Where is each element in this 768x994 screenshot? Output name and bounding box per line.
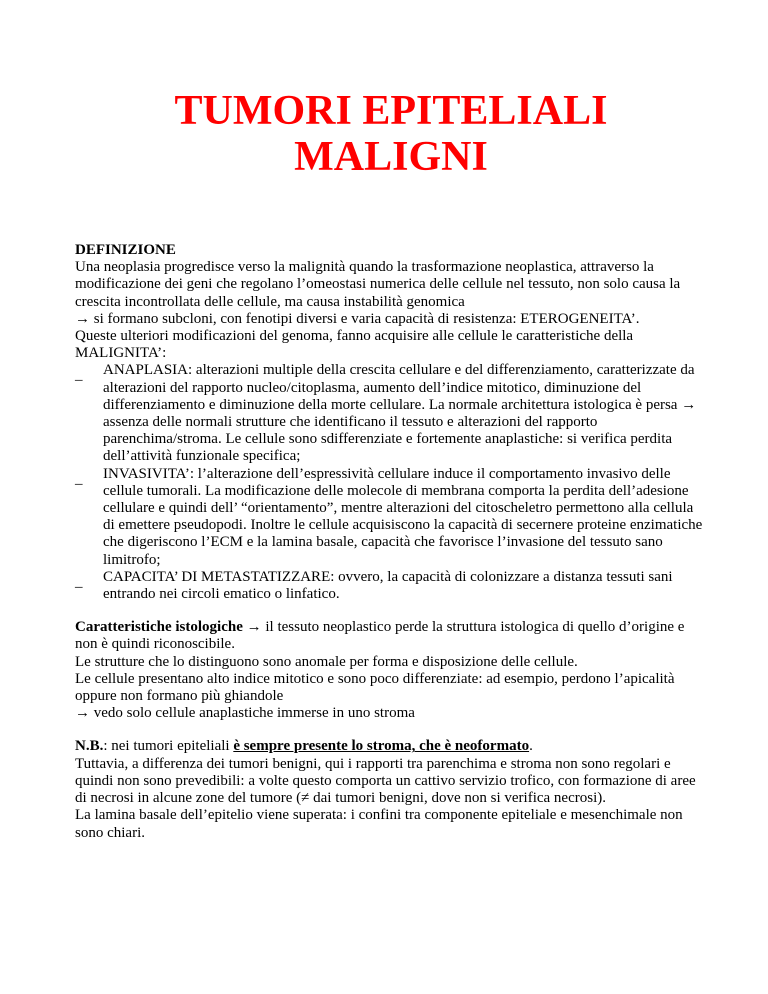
histology-text-2: Le strutture che lo distinguono sono anomale per forma e disposizione delle cellule. (75, 653, 578, 670)
histology-text-3: Le cellule presentano alto indice mitotico e sono poco differenziate: ad esempio, perdono l’apicalità oppure non formano più ghiandole (75, 670, 675, 705)
histology-arrow: → (242, 619, 266, 636)
document-page (75, 88, 707, 842)
definition-heading: DEFINIZIONE (75, 242, 176, 258)
bullet-dash: _ (75, 470, 83, 487)
note-emphasis: è sempre presente lo stroma, che è neoformato (233, 738, 530, 755)
histology-text-1: il tessuto neoplastico perde la struttura istologica di quello d’origine e non è quindi riconoscibile. (75, 619, 685, 653)
note-text-2: La lamina basale dell’epitelio viene superata: i confini tra componente epiteliale e mesenchimale non sono chiari. (75, 807, 683, 841)
list-item-invasivita (75, 466, 707, 569)
note-text-1: Tuttavia, a differenza dei tumori benigni, qui i rapporti tra parenchima e stroma non sono regolari e quindi non sono prevedibili: a volte questo comporta un cattivo servizio trofico, con formazione di aree di necrosi in alcune zone del tumore (≠ dai tumori benigni, dove non si verifica necrosi). (75, 755, 696, 807)
list-item-text: INVASIVITA’: l’alterazione dell’espressività cellulare induce il comportamento invasivo delle cellule tumorali. La modificazione delle molecole di membrana comporta la perdita dell’adesione cellulare e quindi dell’ “orientamento”, mentre alterazioni del citoscheletro permettono alla cellula di emettere pseudopodi. Inoltre le cellule acquisiscono la capacità di secernere proteine enzimatiche che digeriscono l’ECM e la lamina basale, capacità che favorisce l’invasione del tessuto sano limitrofo; (103, 465, 703, 568)
title-line-1: TUMORI EPITELIALI (174, 88, 608, 134)
note-label: N.B. (75, 738, 104, 755)
spacer (75, 603, 707, 619)
histology-paragraph (75, 619, 707, 653)
list-item-text: CAPACITA’ DI METASTATIZZARE: ovvero, la capacità di colonizzare a distanza tessuti sani entrando nei circoli ematico o linfatico. (103, 568, 673, 603)
title-line-2: MALIGNI (294, 134, 488, 180)
note-end: . (529, 738, 533, 755)
malignancy-list (75, 362, 707, 603)
definition-further: Queste ulteriori modificazioni del genoma, fanno acquisire alle cellule le caratteristiche della MALIGNITA’: (75, 328, 634, 362)
document-body (75, 242, 707, 842)
note-paragraph (75, 738, 707, 755)
note-lead: : nei tumori epiteliali (103, 738, 234, 755)
list-item-text: ANAPLASIA: alterazioni multiple della crescita cellulare e del differenziamento, caratterizzate da alterazioni del rapporto nucleo/citoplasma, aumento dell’indice mitotico, diminuzione del differenziamento e diminuzione della morte cellulare. La normale architettura istologica è persa → assenza delle normali strutture che identificano il tessuto e alterazioni del rapporto parenchima/stroma. Le cellule sono sdifferenziate e fortemente anaplastiche: si verifica perdita dell’attività funzionale specifica; (103, 362, 697, 465)
list-item-metastasi (75, 569, 707, 603)
spacer (75, 722, 707, 738)
definition-intro: Una neoplasia progredisce verso la malignità quando la trasformazione neoplastica, attraverso la modificazione dei geni che regolano l’omeostasi numerica delle cellule nel tessuto, non solo causa la crescita incontrollata delle cellule, ma causa instabilità genomica (75, 259, 681, 310)
list-item-anaplasia (75, 362, 707, 465)
histology-text-4: → vedo solo cellule anaplastiche immerse in uno stroma (75, 705, 415, 722)
document-title (75, 88, 707, 180)
bullet-dash: _ (75, 367, 83, 384)
histology-label: Caratteristiche istologiche (75, 619, 243, 636)
definition-arrow-line: → si formano subcloni, con fenotipi diversi e varia capacità di resistenza: ETEROGENEITA’. (75, 310, 640, 327)
bullet-dash: _ (75, 573, 83, 590)
